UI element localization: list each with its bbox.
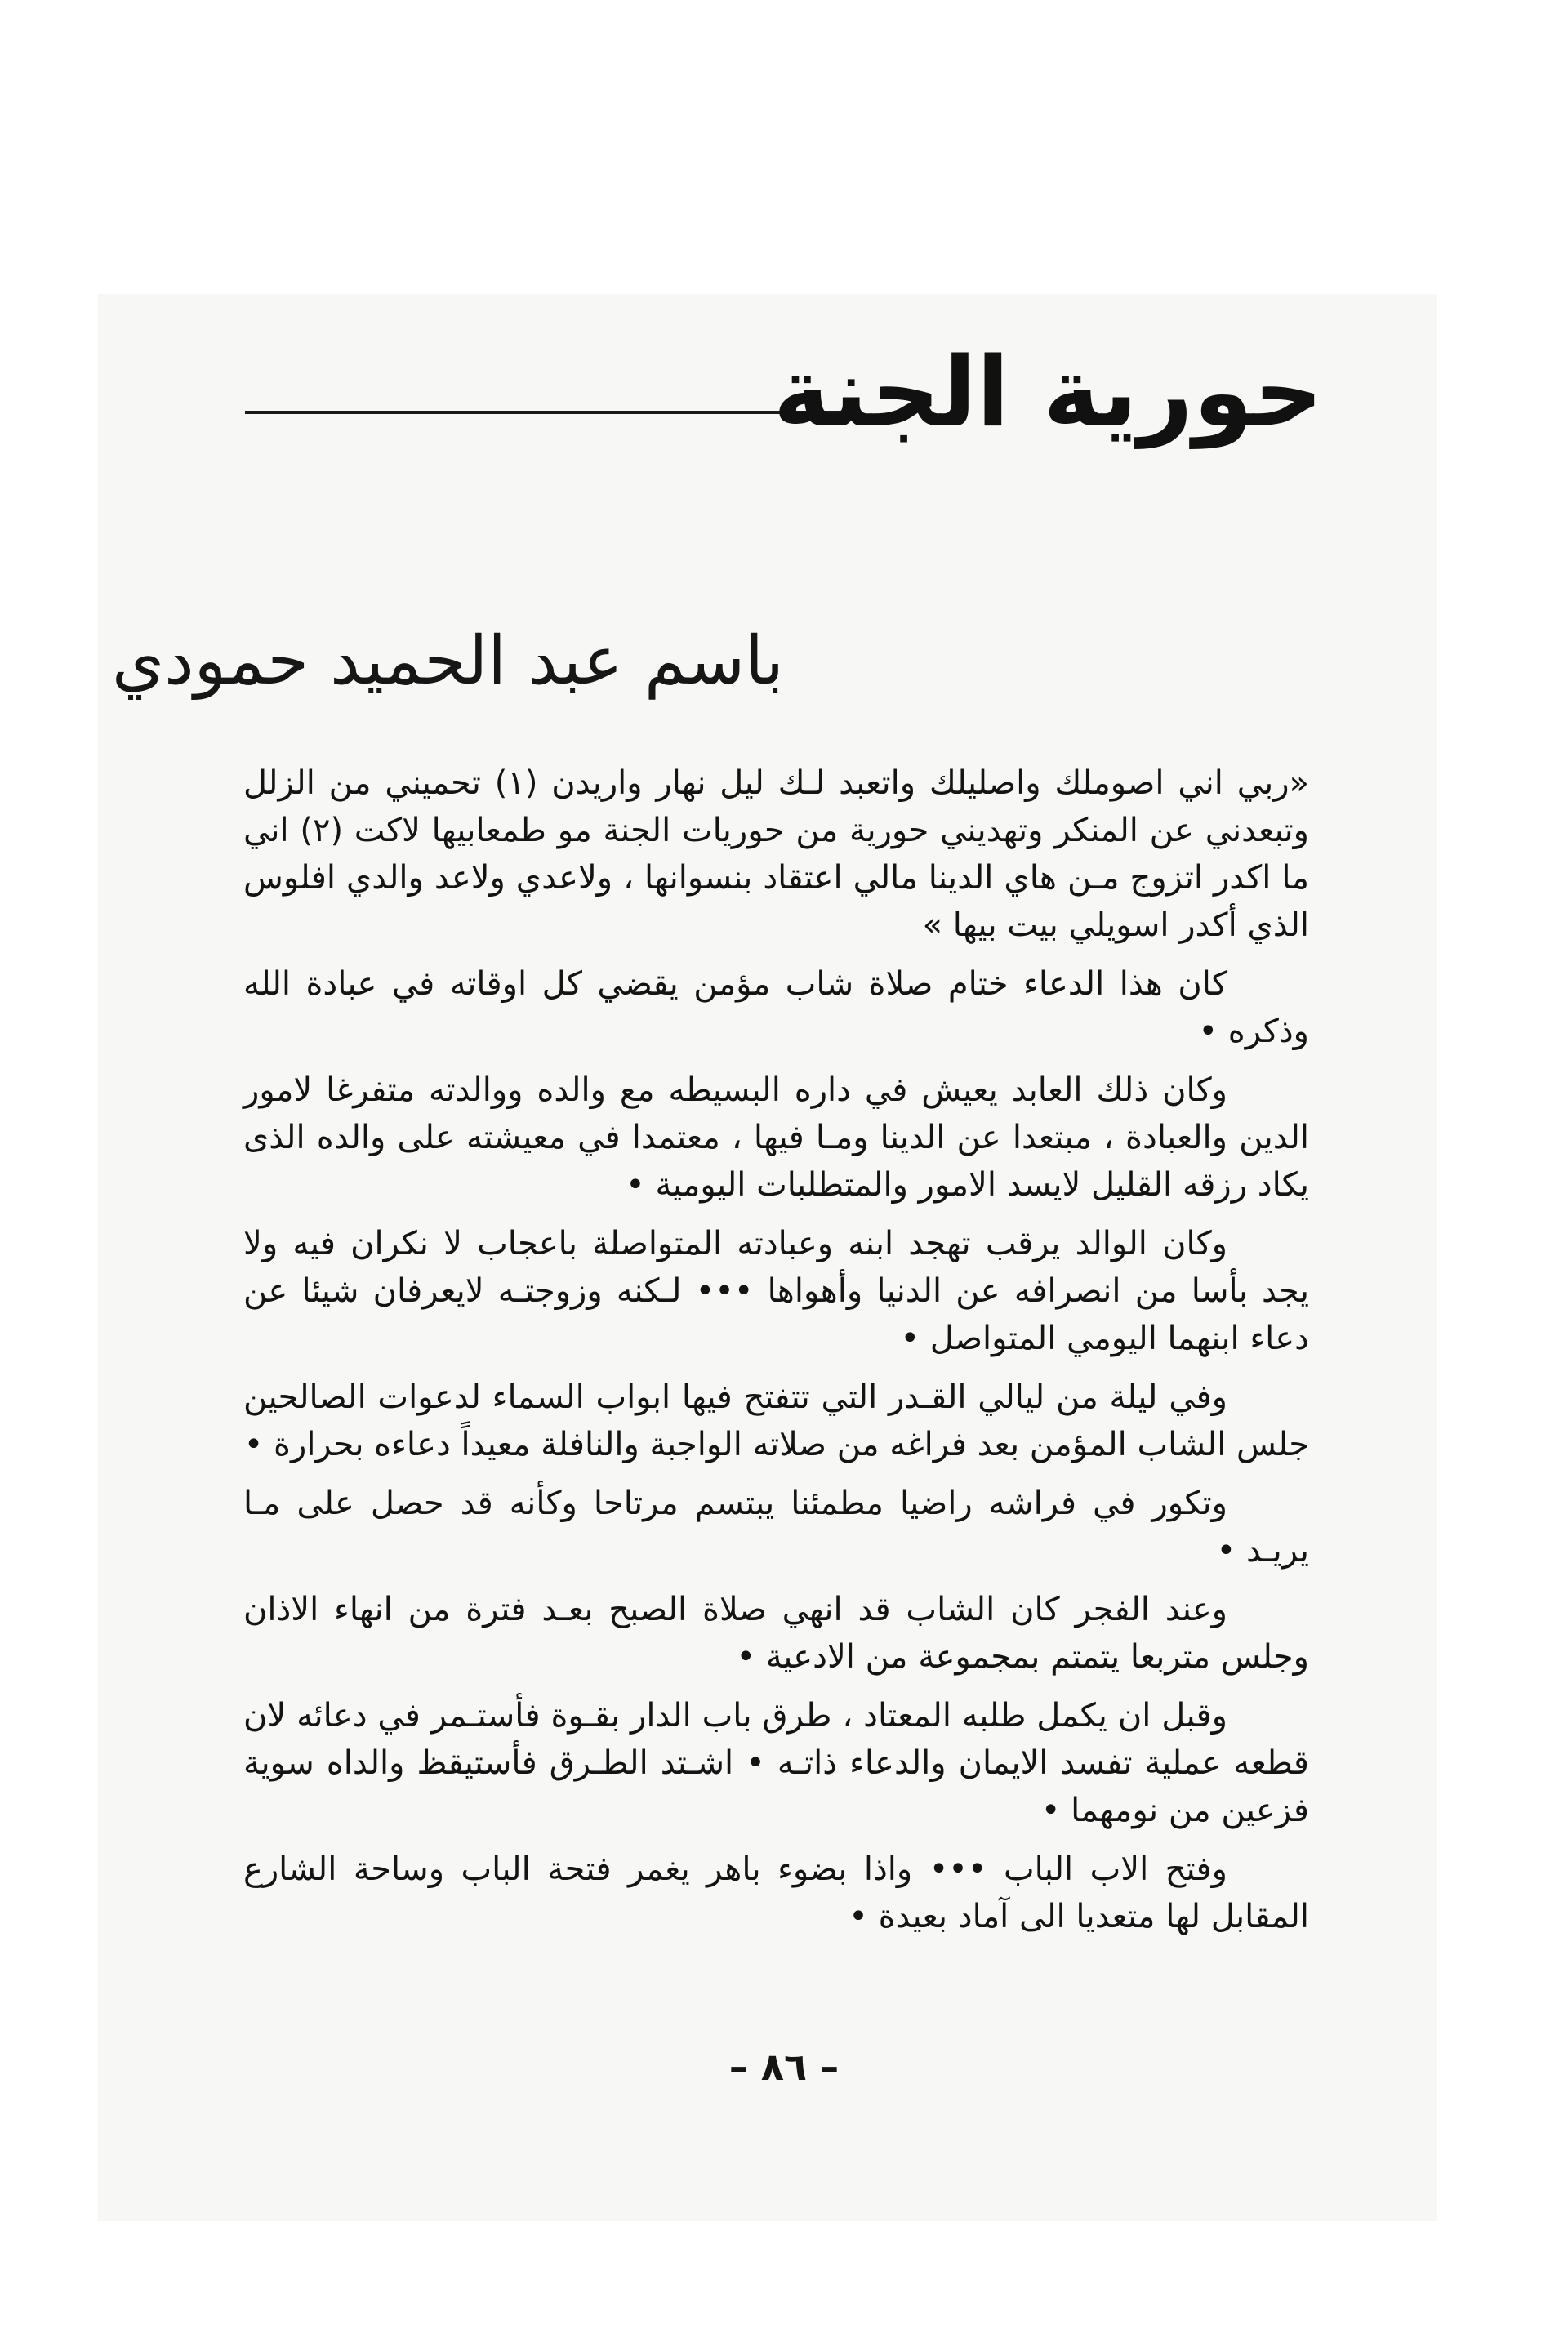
paragraph-opening-prayer: «ربي اني اصوملك واصليلك واتعبد لـك ليل نهار واريدن (١) تحميني من الزلل وتبعدني عن المنكر وتهديني حورية من حوريات الجنة مو طمعابيها لاكت (٢) اني ما اكدر اتزوج مـن هاي الدينا مالي اعتقاد بنسوانها ، ولاعدي ولاعد والدي افلوس الذي أكدر اسويلي بيت بيها » [243,764,1309,944]
paragraph: وفتح الاب الباب ••• واذا بضوء باهر يغمر فتحة الباب وساحة الشارع المقابل لها متعديا الى آماد بعيدة • [243,1850,1309,1935]
paragraph: وعند الفجر كان الشاب قد انهي صلاة الصبح بعـد فترة من انهاء الاذان وجلس متربعا يتمتم بمجموعة من الادعية • [243,1591,1309,1676]
article-title: حورية الجنة [773,336,1323,448]
title-rule [245,411,853,414]
author-name: باسم عبد الحميد حمودي [111,622,784,700]
title-block [245,323,1323,461]
article-body [243,759,1309,1952]
paragraph: وفي ليلة من ليالي القـدر التي تتفتح فيها ابواب السماء لدعوات الصالحين جلس الشاب المؤمن بعد فراغه من صلاته الواجبة والنافلة معيداً دعاءه بحرارة • [243,1378,1309,1463]
page-number: – ٨٦ – [728,2045,840,2089]
paragraph: وقبل ان يكمل طلبه المعتاد ، طرق باب الدار بقـوة فأستـمر في دعائه لان قطعه عملية تفسد الايمان والدعاء ذاتـه • اشـتد الطـرق فأستيقظ والداه سوية فزعين من نومهما • [243,1697,1309,1829]
paragraph: وكان ذلك العابد يعيش في داره البسيطه مع والده ووالدته متفرغا لامور الدين والعبادة ، مبتعدا عن الدينا ومـا فيها ، معتمدا في معيشته على والده الذى يكاد رزقه القليل لايسد الامور والمتطلبات اليومية • [243,1071,1309,1204]
paragraph: كان هذا الدعاء ختام صلاة شاب مؤمن يقضي كل اوقاته في عبادة الله وذكره • [243,965,1309,1050]
paragraph: وكان الوالد يرقب تهجد ابنه وعبادته المتواصلة باعجاب لا نكران فيه ولا يجد بأسا من انصرافه عن الدنيا وأهواها ••• لـكنه وزوجتـه لايعرفان شيئا عن دعاء ابنهما اليومي المتواصل • [243,1225,1309,1357]
paragraph: وتكور في فراشه راضيا مطمئنا يبتسم مرتاحا وكأنه قد حصل على مـا يريـد • [243,1485,1309,1570]
